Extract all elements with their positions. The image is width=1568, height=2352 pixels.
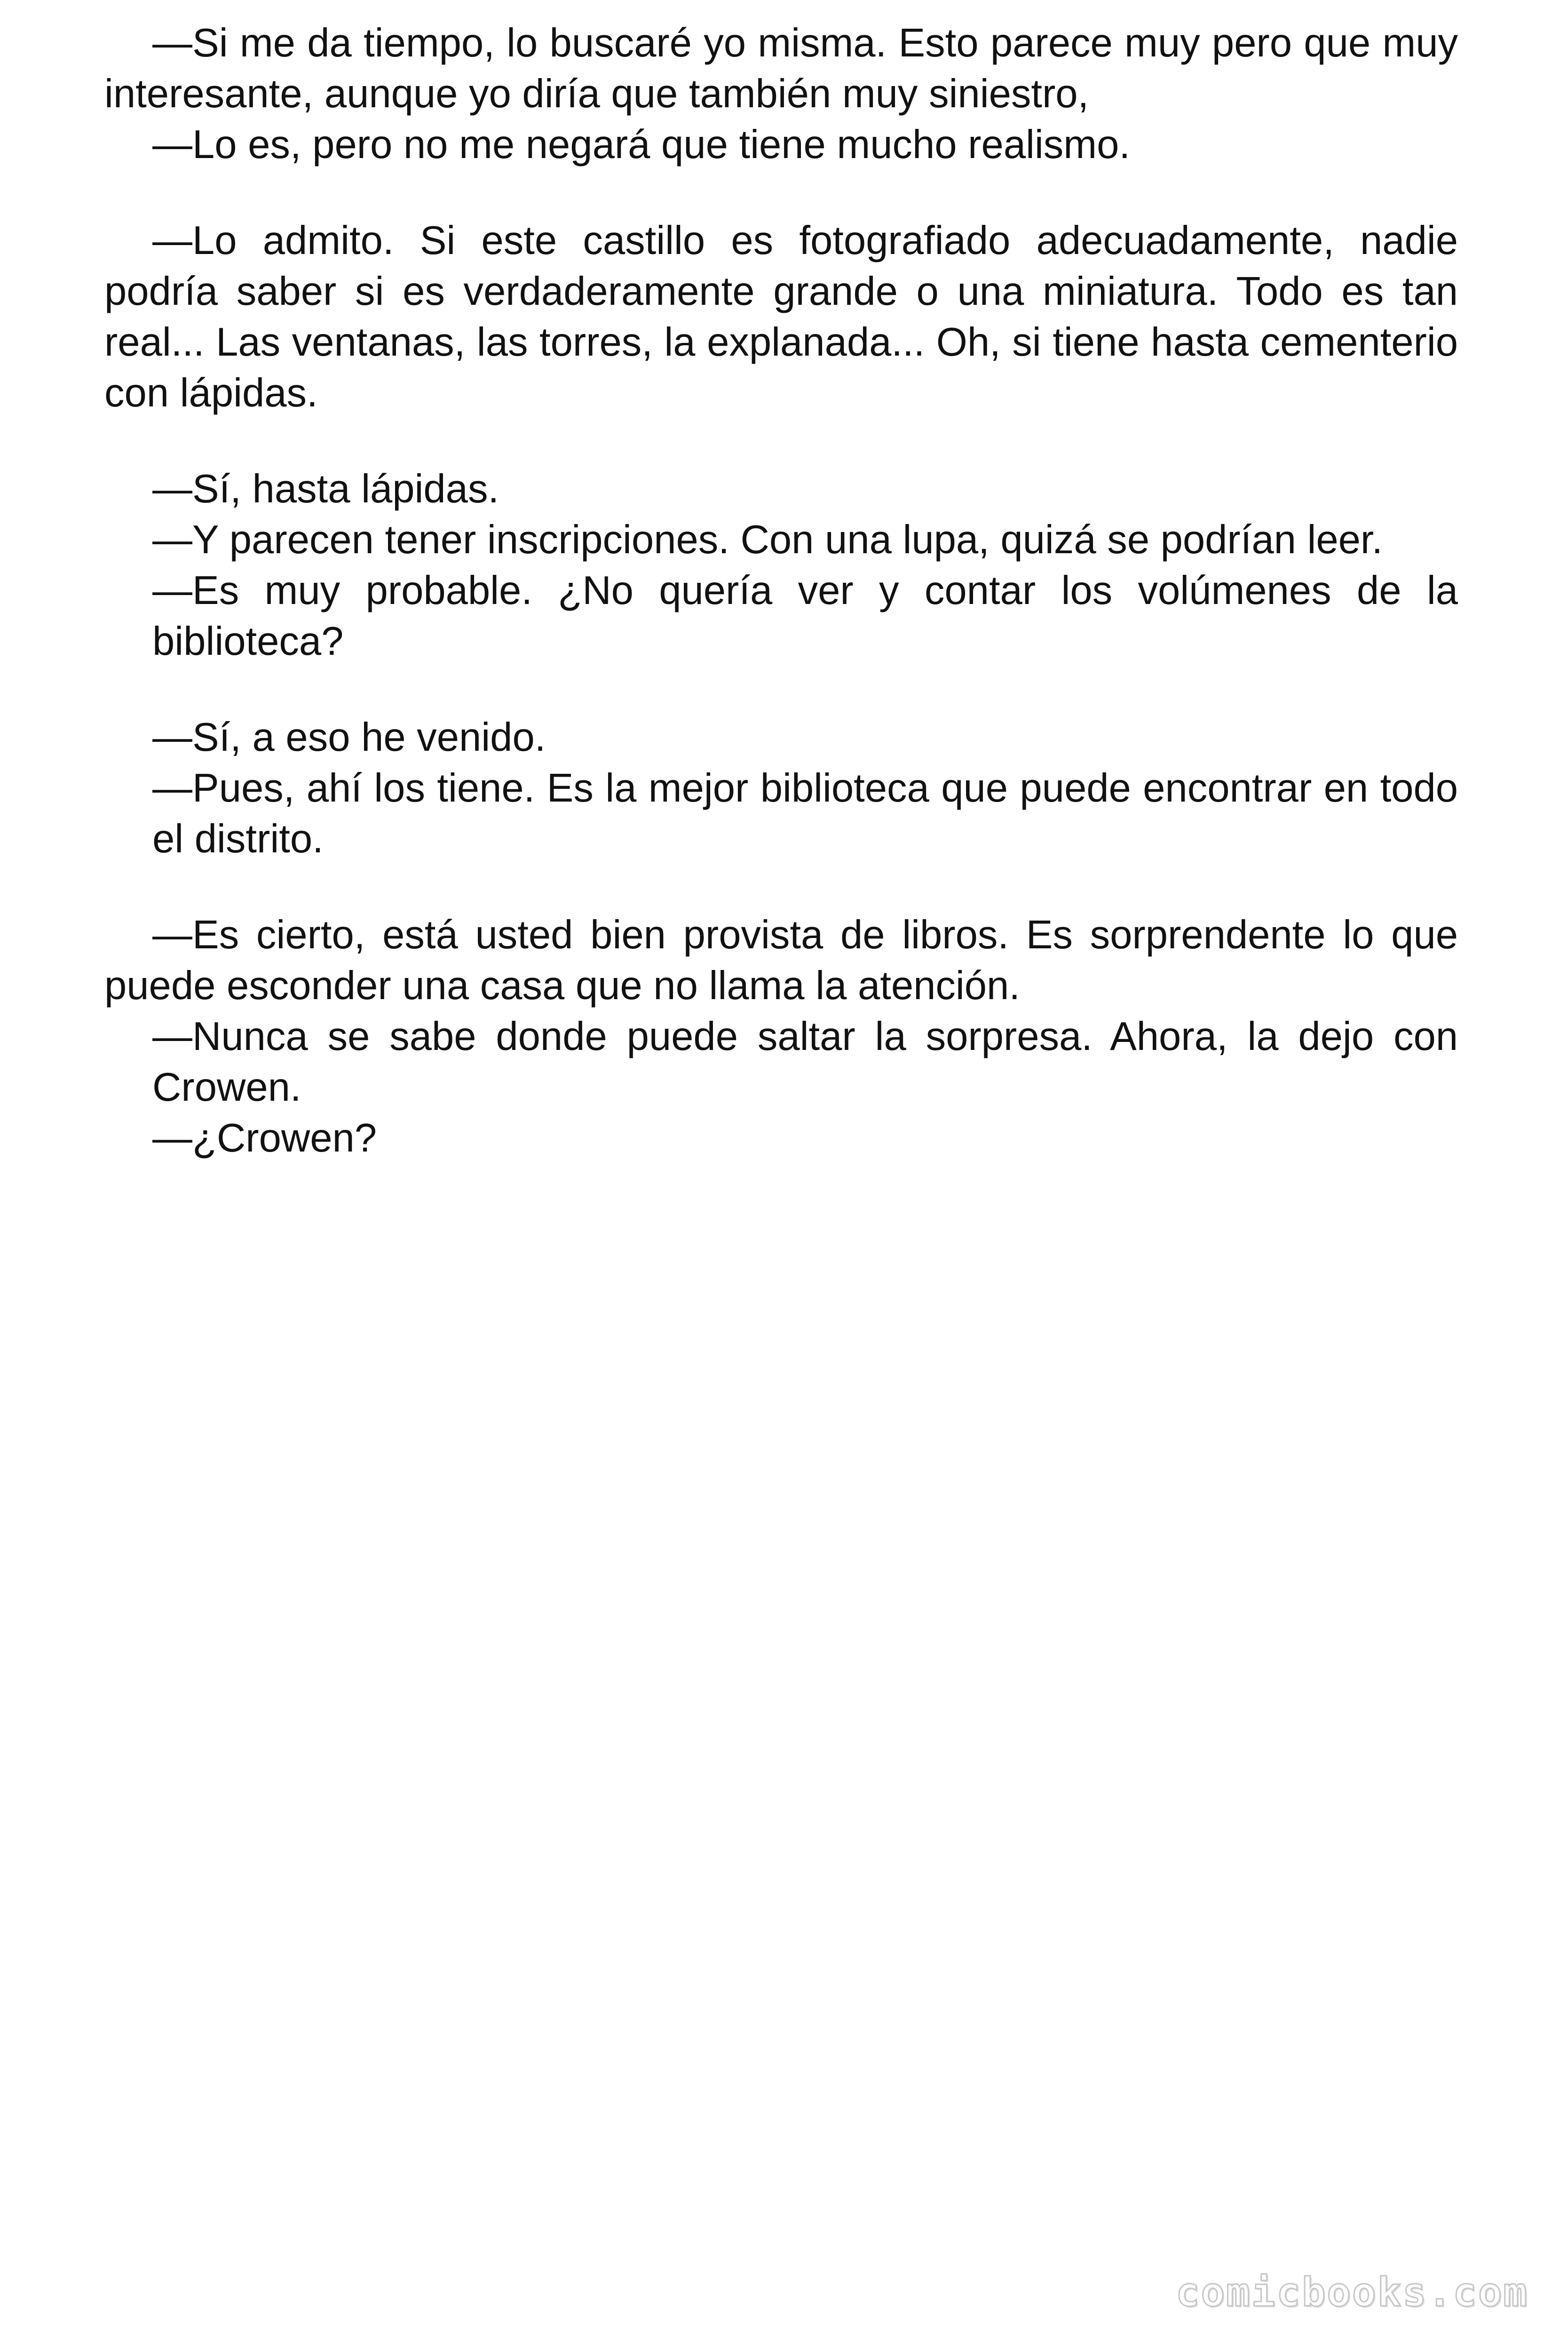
paragraph: —Es cierto, está usted bien provista de libros. Es sorprendente lo que puede esconder una casa que no llama la atención. [104,913,1458,1008]
paragraph: —Pues, ahí los tiene. Es la mejor biblioteca que puede encontrar en todo el distrito. [152,766,1458,861]
paragraph: —Si me da tiempo, lo buscaré yo misma. Esto parece muy pero que muy interesante, aunque yo diría que también muy siniestro, [104,21,1458,116]
page-body [104,18,1458,1164]
paragraph: —Lo admito. Si este castillo es fotografiado adecuadamente, nadie podría saber si es verdaderamente grande o una miniatura. Todo es tan real... Las ventanas, las torres, la explanada... Oh, si tiene hasta cementerio con lápidas. [104,218,1458,415]
paragraph: —Sí, a eso he venido. [152,715,546,760]
paragraph: —Nunca se sabe donde puede saltar la sorpresa. Ahora, la dejo con Crowen. [152,1014,1458,1110]
watermark-logo: comicbooks.com [1175,2269,1528,2315]
paragraph: —Es muy probable. ¿No quería ver y contar los volúmenes de la biblioteca? [152,568,1458,664]
paragraph: —Sí, hasta lápidas. [152,467,499,511]
paragraph: —Lo es, pero no me negará que tiene mucho realismo. [152,122,1130,167]
paragraph: —¿Crowen? [152,1116,377,1160]
paragraph: —Y parecen tener inscripciones. Con una lupa, quizá se podrían leer. [152,517,1383,562]
